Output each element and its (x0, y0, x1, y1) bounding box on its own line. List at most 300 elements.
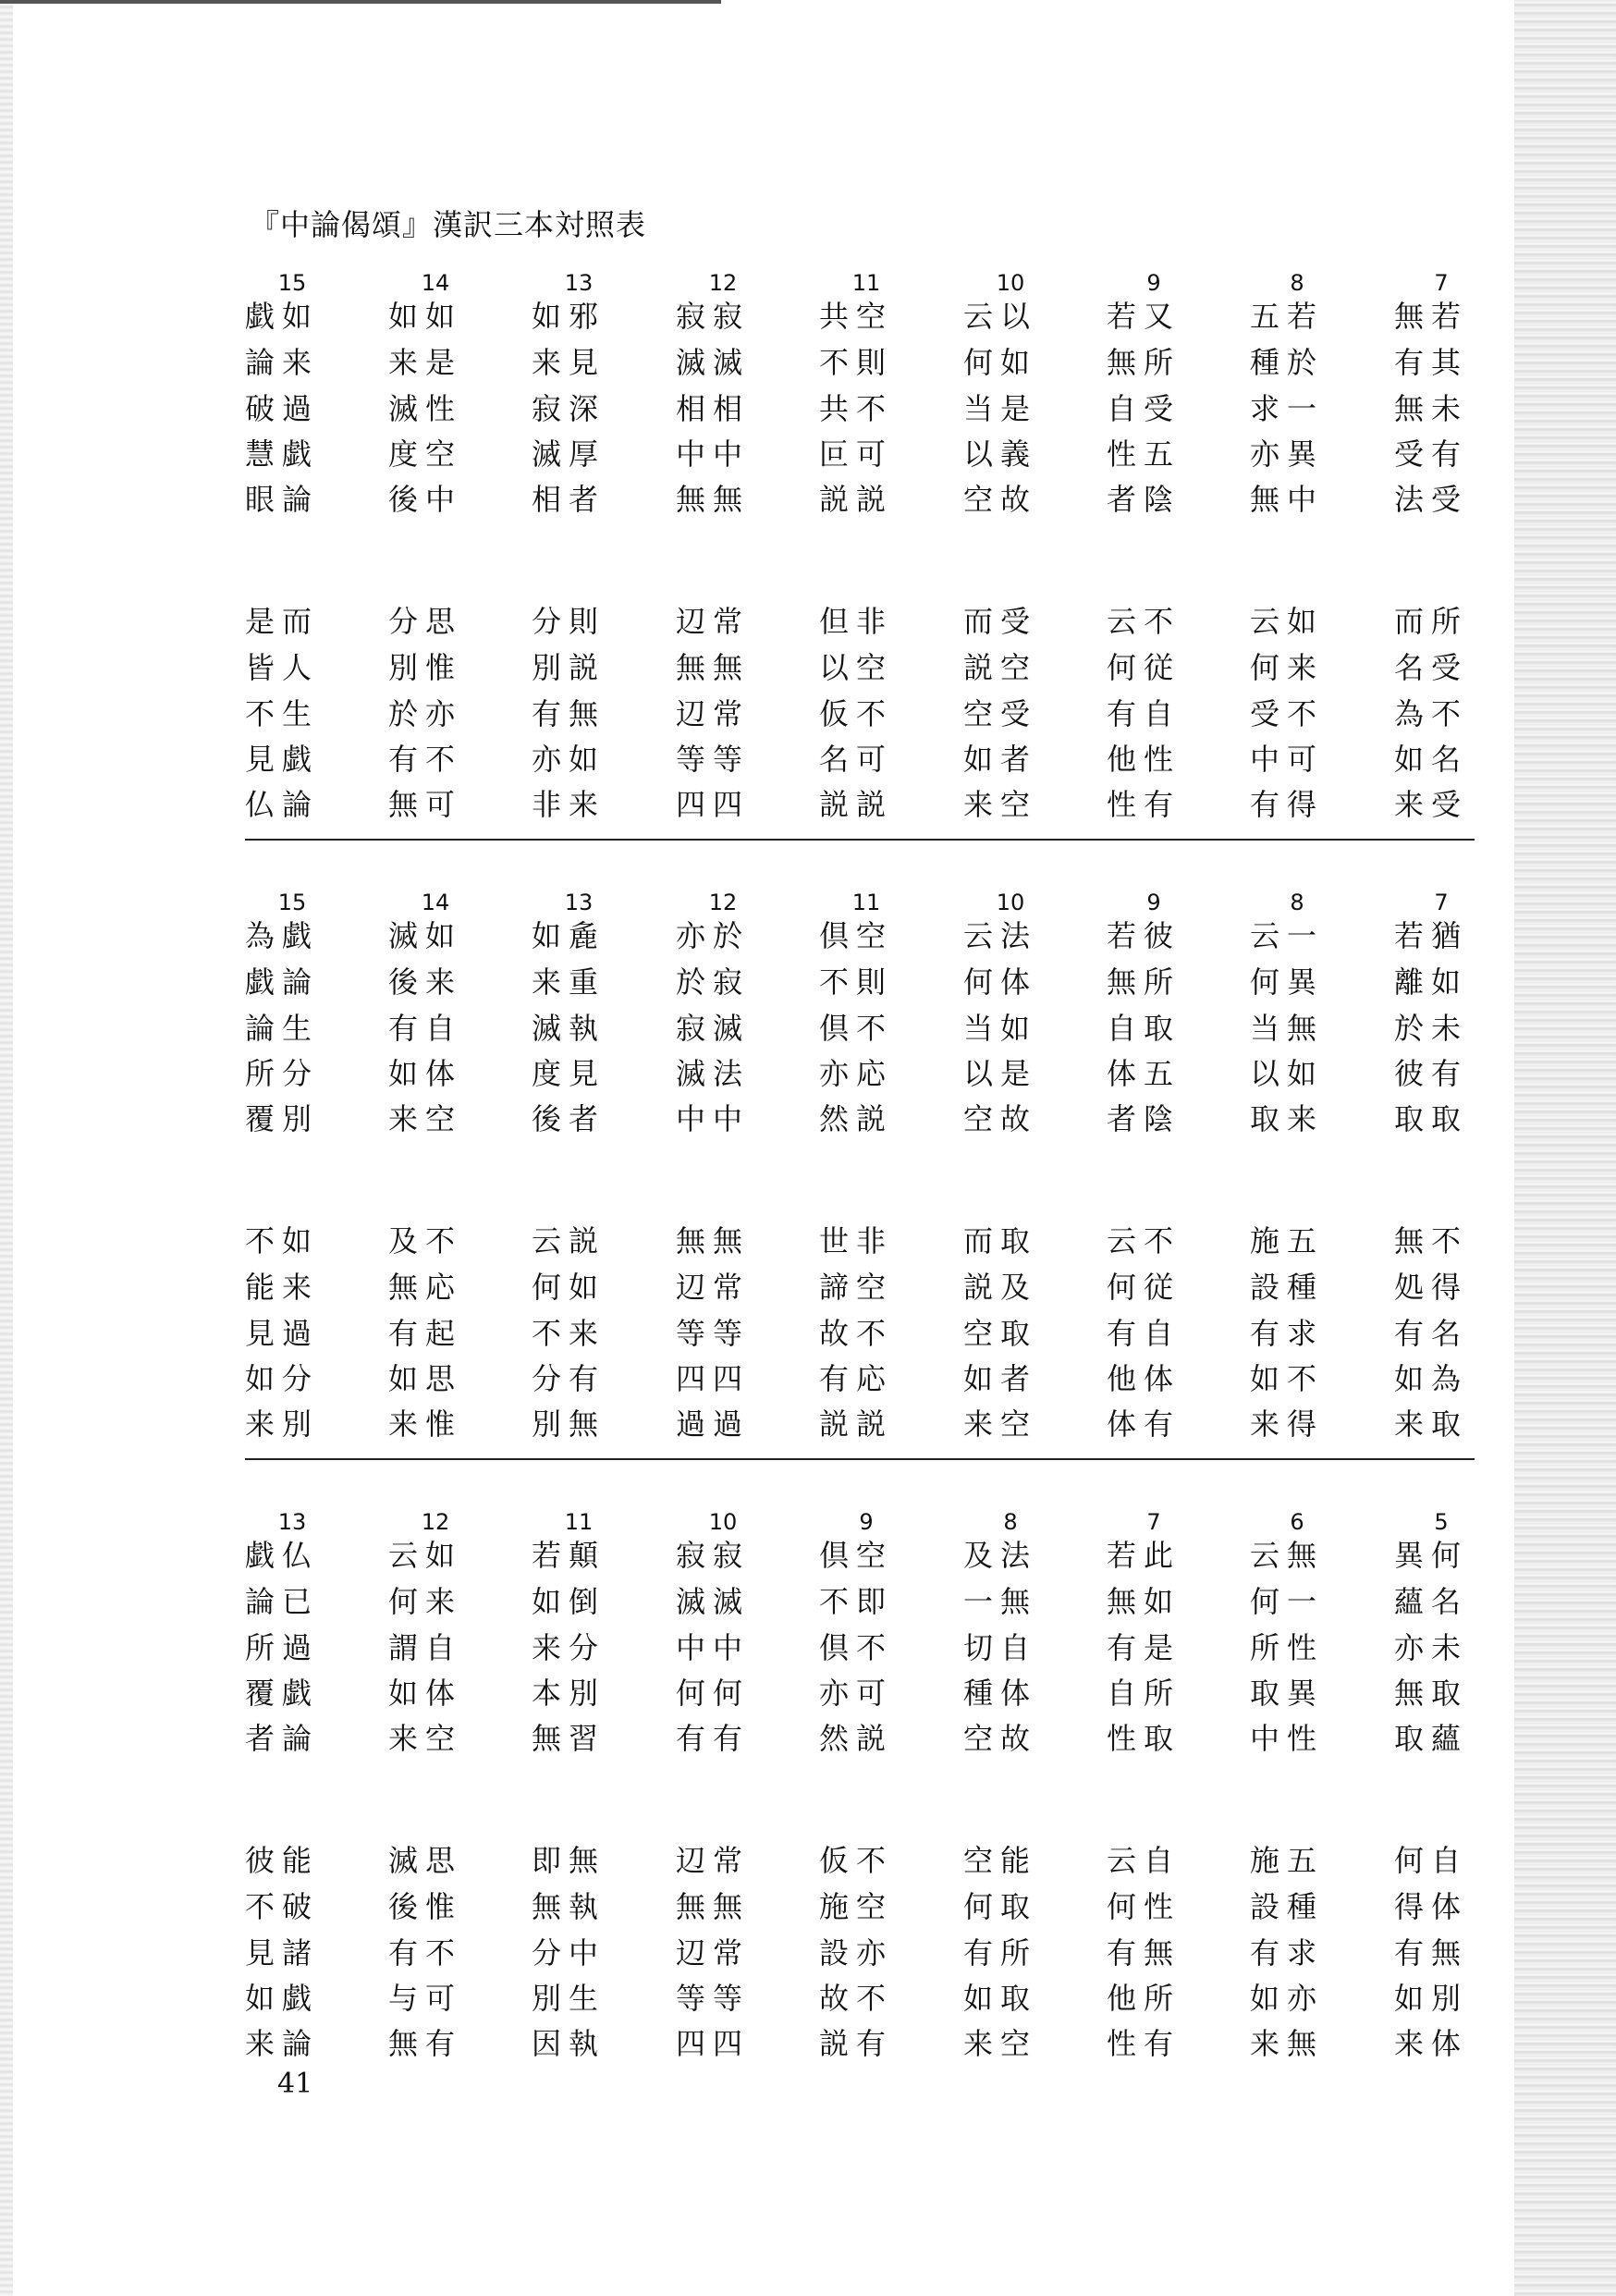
verse-character: 五 (1143, 436, 1173, 472)
verse-character: 不 (424, 1935, 455, 1971)
verse-character: 相 (675, 391, 705, 426)
verse-character: 常 (712, 604, 742, 639)
verse-character: 亦 (675, 918, 705, 953)
verse-number: 7 (1434, 890, 1449, 915)
verse-character: 体 (1143, 1361, 1173, 1396)
verse-character: 空 (999, 2026, 1030, 2061)
verse-character: 説 (855, 1406, 886, 1442)
verse-character: 無 (387, 787, 418, 822)
verse-character: 応 (855, 1056, 886, 1091)
verse-character: 無 (712, 482, 742, 517)
verse-character: 倶 (818, 1538, 849, 1573)
verse-column (231, 270, 351, 822)
verse-character: 如 (531, 1584, 561, 1619)
verse-character: 以 (962, 436, 993, 472)
verse-column (949, 270, 1070, 822)
verse-character: 不 (855, 391, 886, 426)
verse-column (374, 270, 495, 822)
verse-character: 空 (962, 1316, 993, 1351)
verse-character: 取 (1393, 1721, 1424, 1756)
verse-number: 9 (859, 1509, 874, 1535)
verse-character: 以 (962, 1056, 993, 1091)
verse-character: 如 (387, 299, 418, 334)
verse-character: 如 (387, 1361, 418, 1396)
verse-character: 来 (387, 1101, 418, 1136)
verse-character: 而 (281, 604, 312, 639)
verse-character: 見 (568, 345, 598, 380)
verse-character: 無 (387, 1270, 418, 1305)
verse-column (662, 1509, 782, 2061)
verse-character: 無 (1106, 964, 1136, 1000)
verse-number: 9 (1146, 890, 1161, 915)
verse-character: 空 (962, 1101, 993, 1136)
verse-character: 取 (1143, 1011, 1173, 1046)
verse-character: 分 (568, 1630, 598, 1665)
verse-character: 於 (1286, 345, 1316, 380)
verse-character: 過 (712, 1406, 742, 1442)
verse-number: 14 (421, 270, 450, 296)
verse-character: 無 (1430, 1935, 1461, 1971)
verse-character: 非 (855, 1223, 886, 1259)
verse-character: 有 (387, 1935, 418, 1971)
verse-character: 種 (1249, 345, 1279, 380)
verse-character: 如 (962, 1981, 993, 2016)
verse-character: 有 (675, 1721, 705, 1756)
verse-character: 不 (1286, 1361, 1316, 1396)
verse-character: 滅 (675, 1056, 705, 1091)
verse-character: 蘊 (1393, 1584, 1424, 1619)
verse-character: 来 (962, 1406, 993, 1442)
verse-character: 非 (855, 604, 886, 639)
verse-character: 来 (962, 787, 993, 822)
verse-character: 不 (1143, 604, 1173, 639)
verse-character: 従 (1143, 650, 1173, 685)
verse-character: 無 (1393, 391, 1424, 426)
verse-number: 12 (708, 890, 738, 915)
verse-number: 5 (1434, 1509, 1449, 1535)
verse-character: 能 (281, 1843, 312, 1878)
verse-character: 亦 (531, 742, 561, 777)
verse-character: 来 (1249, 2026, 1279, 2061)
verse-character: 取 (999, 1316, 1030, 1351)
verse-character: 受 (1143, 391, 1173, 426)
verse-character: 仮 (818, 1843, 849, 1878)
verse-character: 所 (1143, 964, 1173, 1000)
verse-character: 来 (1286, 650, 1316, 685)
verse-character: 法 (712, 1056, 742, 1091)
verse-character: 受 (999, 604, 1030, 639)
verse-character: 如 (244, 1361, 275, 1396)
verse-character: 無 (568, 696, 598, 731)
verse-character: 者 (244, 1721, 275, 1756)
verse-character: 若 (1106, 299, 1136, 334)
verse-character: 相 (531, 482, 561, 517)
verse-character: 其 (1430, 345, 1461, 380)
verse-character: 中 (675, 1630, 705, 1665)
verse-character: 何 (1249, 964, 1279, 1000)
verse-character: 皆 (244, 650, 275, 685)
verse-character: 不 (855, 696, 886, 731)
verse-character: 所 (1430, 604, 1461, 639)
verse-character: 自 (1143, 696, 1173, 731)
verse-character: 則 (855, 345, 886, 380)
verse-character: 名 (1430, 1584, 1461, 1619)
verse-character: 不 (1430, 696, 1461, 731)
verse-character: 性 (1286, 1721, 1316, 1756)
verse-character: 名 (1430, 742, 1461, 777)
verse-character: 所 (1143, 1981, 1173, 2016)
verse-character: 過 (281, 391, 312, 426)
verse-character: 性 (1106, 436, 1136, 472)
verse-character: 云 (1249, 918, 1279, 953)
verse-character: 倶 (818, 1630, 849, 1665)
verse-character: 中 (1249, 1721, 1279, 1756)
verse-character: 論 (281, 787, 312, 822)
verse-character: 論 (281, 482, 312, 517)
verse-character: 思 (424, 604, 455, 639)
verse-character: 若 (1286, 299, 1316, 334)
verse-character: 麁 (568, 918, 598, 953)
verse-character: 中 (1249, 742, 1279, 777)
verse-character: 有 (424, 2026, 455, 2061)
verse-character: 戯 (244, 299, 275, 334)
verse-character: 性 (1106, 787, 1136, 822)
verse-character: 来 (531, 1630, 561, 1665)
verse-character: 法 (1393, 482, 1424, 517)
verse-character: 於 (387, 696, 418, 731)
verse-character: 滅 (531, 1011, 561, 1046)
verse-character: 世 (818, 1223, 849, 1259)
verse-character: 眼 (244, 482, 275, 517)
page-title: 『中論偈頌』漢訳三本対照表 (250, 207, 647, 242)
verse-number: 10 (708, 1509, 738, 1535)
verse-character: 有 (855, 2026, 886, 2061)
verse-character: 可 (424, 1981, 455, 2016)
verse-character: 等 (712, 1981, 742, 2016)
verse-character: 滅 (675, 345, 705, 380)
verse-character: 何 (1430, 1538, 1461, 1573)
verse-character: 滅 (712, 1584, 742, 1619)
verse-character: 説 (568, 650, 598, 685)
verse-character: 名 (818, 742, 849, 777)
verse-character: 覆 (244, 1101, 275, 1136)
verse-character: 自 (1143, 1316, 1173, 1351)
verse-number: 11 (851, 890, 881, 915)
verse-character: 辺 (675, 1935, 705, 1971)
verse-character: 見 (244, 1935, 275, 1971)
verse-character: 性 (1286, 1630, 1316, 1665)
verse-character: 不 (424, 1223, 455, 1259)
verse-character: 者 (568, 1101, 598, 1136)
verse-character: 生 (281, 1011, 312, 1046)
verse-character: 所 (999, 1935, 1030, 1971)
verse-column (1093, 890, 1213, 1442)
verse-character: 無 (1286, 1538, 1316, 1573)
verse-character: 戯 (281, 1981, 312, 2016)
verse-character: 亦 (1393, 1630, 1424, 1665)
verse-character: 分 (531, 1361, 561, 1396)
verse-character: 無 (1106, 1584, 1136, 1619)
verse-character: 離 (1393, 964, 1424, 1000)
verse-character: 常 (712, 1270, 742, 1305)
verse-character: 後 (387, 1889, 418, 1924)
verse-character: 相 (712, 391, 742, 426)
verse-character: 亦 (818, 1676, 849, 1711)
verse-character: 空 (999, 1406, 1030, 1442)
verse-number: 8 (1290, 890, 1304, 915)
verse-character: 来 (387, 1721, 418, 1756)
verse-character: 説 (568, 1223, 598, 1259)
verse-character: 蘊 (1430, 1721, 1461, 1756)
verse-character: 過 (281, 1630, 312, 1665)
verse-character: 亦 (1286, 1981, 1316, 2016)
verse-character: 無 (1106, 345, 1136, 380)
verse-character: 彼 (1393, 1056, 1424, 1091)
verse-character: 説 (818, 787, 849, 822)
verse-character: 有 (1393, 1316, 1424, 1351)
verse-character: 得 (1393, 1889, 1424, 1924)
verse-character: 是 (1143, 1630, 1173, 1665)
verse-character: 常 (712, 696, 742, 731)
verse-character: 因 (531, 2026, 561, 2061)
verse-character: 如 (1430, 964, 1461, 1000)
verse-character: 種 (962, 1676, 993, 1711)
verse-character: 及 (962, 1538, 993, 1573)
verse-character: 人 (281, 650, 312, 685)
verse-character: 如 (531, 918, 561, 953)
verse-character: 生 (281, 696, 312, 731)
verse-character: 未 (1430, 1011, 1461, 1046)
verse-character: 論 (281, 2026, 312, 2061)
verse-column (231, 1509, 351, 2061)
verse-character: 来 (962, 2026, 993, 2061)
verse-character: 別 (387, 650, 418, 685)
verse-character: 四 (712, 787, 742, 822)
verse-number: 12 (421, 1509, 450, 1535)
verse-character: 何 (962, 345, 993, 380)
verse-character: 等 (675, 1981, 705, 2016)
verse-character: 設 (1249, 1889, 1279, 1924)
verse-character: 有 (1249, 1316, 1279, 1351)
verse-character: 云 (387, 1538, 418, 1573)
verse-character: 中 (712, 1630, 742, 1665)
verse-character: 寂 (712, 1538, 742, 1573)
verse-column (1236, 890, 1356, 1442)
verse-character: 求 (1286, 1935, 1316, 1971)
verse-character: 応 (424, 1270, 455, 1305)
verse-character: 来 (1286, 1101, 1316, 1136)
verse-character: 故 (818, 1316, 849, 1351)
verse-character: 是 (999, 1056, 1030, 1091)
verse-character: 後 (531, 1101, 561, 1136)
verse-character: 亦 (424, 696, 455, 731)
verse-character: 可 (855, 1676, 886, 1711)
verse-character: 所 (1143, 1676, 1173, 1711)
verse-character: 空 (962, 482, 993, 517)
verse-character: 無 (712, 650, 742, 685)
top-rule (0, 0, 721, 4)
verse-character: 来 (244, 1406, 275, 1442)
verse-character: 此 (1143, 1538, 1173, 1573)
verse-character: 猶 (1430, 918, 1461, 953)
verse-character: 有 (818, 1361, 849, 1396)
verse-character: 別 (531, 650, 561, 685)
verse-character: 自 (999, 1630, 1030, 1665)
verse-character: 空 (962, 1721, 993, 1756)
verse-character: 度 (531, 1056, 561, 1091)
verse-character: 有 (1106, 696, 1136, 731)
verse-character: 有 (1106, 1935, 1136, 1971)
verse-character: 滅 (387, 1843, 418, 1878)
verse-character: 如 (1249, 1981, 1279, 2016)
verse-character: 名 (1430, 1316, 1461, 1351)
verse-column (662, 270, 782, 822)
verse-character: 如 (999, 345, 1030, 380)
verse-character: 別 (531, 1406, 561, 1442)
verse-character: 空 (424, 436, 455, 472)
verse-character: 辺 (675, 1843, 705, 1878)
verse-character: 若 (1106, 1538, 1136, 1573)
verse-character: 以 (1249, 1056, 1279, 1091)
verse-character: 慧 (244, 436, 275, 472)
verse-character: 設 (1249, 1270, 1279, 1305)
verse-character: 得 (1286, 1406, 1316, 1442)
verse-character: 如 (531, 299, 561, 334)
verse-character: 有 (1143, 787, 1173, 822)
verse-character: 体 (424, 1056, 455, 1091)
verse-character: 即 (531, 1843, 561, 1878)
verse-character: 於 (1393, 1011, 1424, 1046)
verse-character: 不 (244, 1889, 275, 1924)
verse-column (231, 890, 351, 1442)
verse-character: 不 (244, 1223, 275, 1259)
verse-character: 有 (387, 1011, 418, 1046)
verse-character: 有 (1430, 1056, 1461, 1091)
verse-character: 受 (1430, 787, 1461, 822)
verse-character: 邪 (568, 299, 598, 334)
verse-character: 一 (1286, 391, 1316, 426)
verse-character: 説 (962, 650, 993, 685)
verse-character: 法 (999, 918, 1030, 953)
verse-character: 来 (281, 345, 312, 380)
verse-character: 体 (1430, 1889, 1461, 1924)
verse-character: 可 (1286, 742, 1316, 777)
verse-character: 云 (1249, 1538, 1279, 1573)
verse-character: 滅 (675, 1584, 705, 1619)
verse-character: 受 (1430, 482, 1461, 517)
verse-character: 一 (1286, 1584, 1316, 1619)
verse-number: 12 (708, 270, 738, 296)
verse-column (662, 890, 782, 1442)
verse-character: 取 (999, 1889, 1030, 1924)
verse-character: 法 (999, 1538, 1030, 1573)
verse-character: 四 (712, 2026, 742, 2061)
verse-character: 論 (244, 345, 275, 380)
verse-character: 来 (424, 964, 455, 1000)
verse-character: 而 (1393, 604, 1424, 639)
verse-character: 説 (855, 1721, 886, 1756)
verse-character: 設 (818, 1935, 849, 1971)
verse-character: 無 (1393, 299, 1424, 334)
verse-character: 中 (424, 482, 455, 517)
verse-character: 空 (855, 1538, 886, 1573)
verse-character: 執 (568, 2026, 598, 2061)
verse-character: 如 (1393, 742, 1424, 777)
verse-character: 当 (962, 1011, 993, 1046)
verse-character: 体 (424, 1676, 455, 1711)
verse-character: 有 (712, 1721, 742, 1756)
verse-character: 戯 (281, 1676, 312, 1711)
verse-character: 不 (855, 1981, 886, 2016)
verse-character: 来 (281, 1270, 312, 1305)
verse-character: 有 (1430, 436, 1461, 472)
verse-number: 11 (564, 1509, 594, 1535)
verse-character: 以 (818, 650, 849, 685)
verse-character: 寂 (675, 1538, 705, 1573)
verse-column (949, 1509, 1070, 2061)
verse-character: 若 (1106, 918, 1136, 953)
verse-character: 四 (675, 2026, 705, 2061)
verse-character: 来 (531, 964, 561, 1000)
verse-character: 能 (999, 1843, 1030, 1878)
verse-character: 性 (1143, 1889, 1173, 1924)
verse-character: 者 (1106, 482, 1136, 517)
verse-character: 別 (531, 1981, 561, 2016)
verse-character: 如 (1393, 1981, 1424, 2016)
verse-character: 可 (855, 436, 886, 472)
verse-character: 種 (1286, 1270, 1316, 1305)
verse-character: 惟 (424, 1889, 455, 1924)
verse-character: 空 (999, 787, 1030, 822)
verse-character: 無 (387, 2026, 418, 2061)
verse-character: 得 (1430, 1270, 1461, 1305)
verse-character: 如 (1143, 1584, 1173, 1619)
verse-character: 云 (531, 1223, 561, 1259)
verse-character: 取 (1249, 1101, 1279, 1136)
verse-character: 異 (1286, 436, 1316, 472)
verse-character: 則 (568, 604, 598, 639)
verse-character: 受 (1430, 650, 1461, 685)
verse-character: 戯 (281, 918, 312, 953)
verse-character: 後 (387, 482, 418, 517)
verse-character: 如 (424, 1538, 455, 1573)
verse-character: 中 (1286, 482, 1316, 517)
verse-character: 寂 (712, 964, 742, 1000)
verse-character: 故 (999, 1721, 1030, 1756)
verse-character: 何 (675, 1676, 705, 1711)
verse-character: 見 (568, 1056, 598, 1091)
verse-character: 本 (531, 1676, 561, 1711)
verse-character: 性 (1106, 2026, 1136, 2061)
verse-character: 寂 (675, 299, 705, 334)
verse-character: 空 (855, 1889, 886, 1924)
verse-column (1380, 1509, 1500, 2061)
verse-number: 8 (1290, 270, 1304, 296)
verse-character: 求 (1249, 391, 1279, 426)
verse-character: 名 (1393, 650, 1424, 685)
verse-column (805, 890, 925, 1442)
verse-character: 論 (281, 964, 312, 1000)
verse-character: 顛 (568, 1538, 598, 1573)
verse-character: 他 (1106, 1981, 1136, 2016)
verse-character: 如 (1286, 1056, 1316, 1091)
verse-character: 取 (1249, 1676, 1279, 1711)
verse-number: 13 (564, 890, 594, 915)
verse-character: 無 (1393, 1676, 1424, 1711)
verse-character: 如 (1249, 1361, 1279, 1396)
verse-character: 有 (568, 1361, 598, 1396)
verse-character: 叵 (818, 436, 849, 472)
